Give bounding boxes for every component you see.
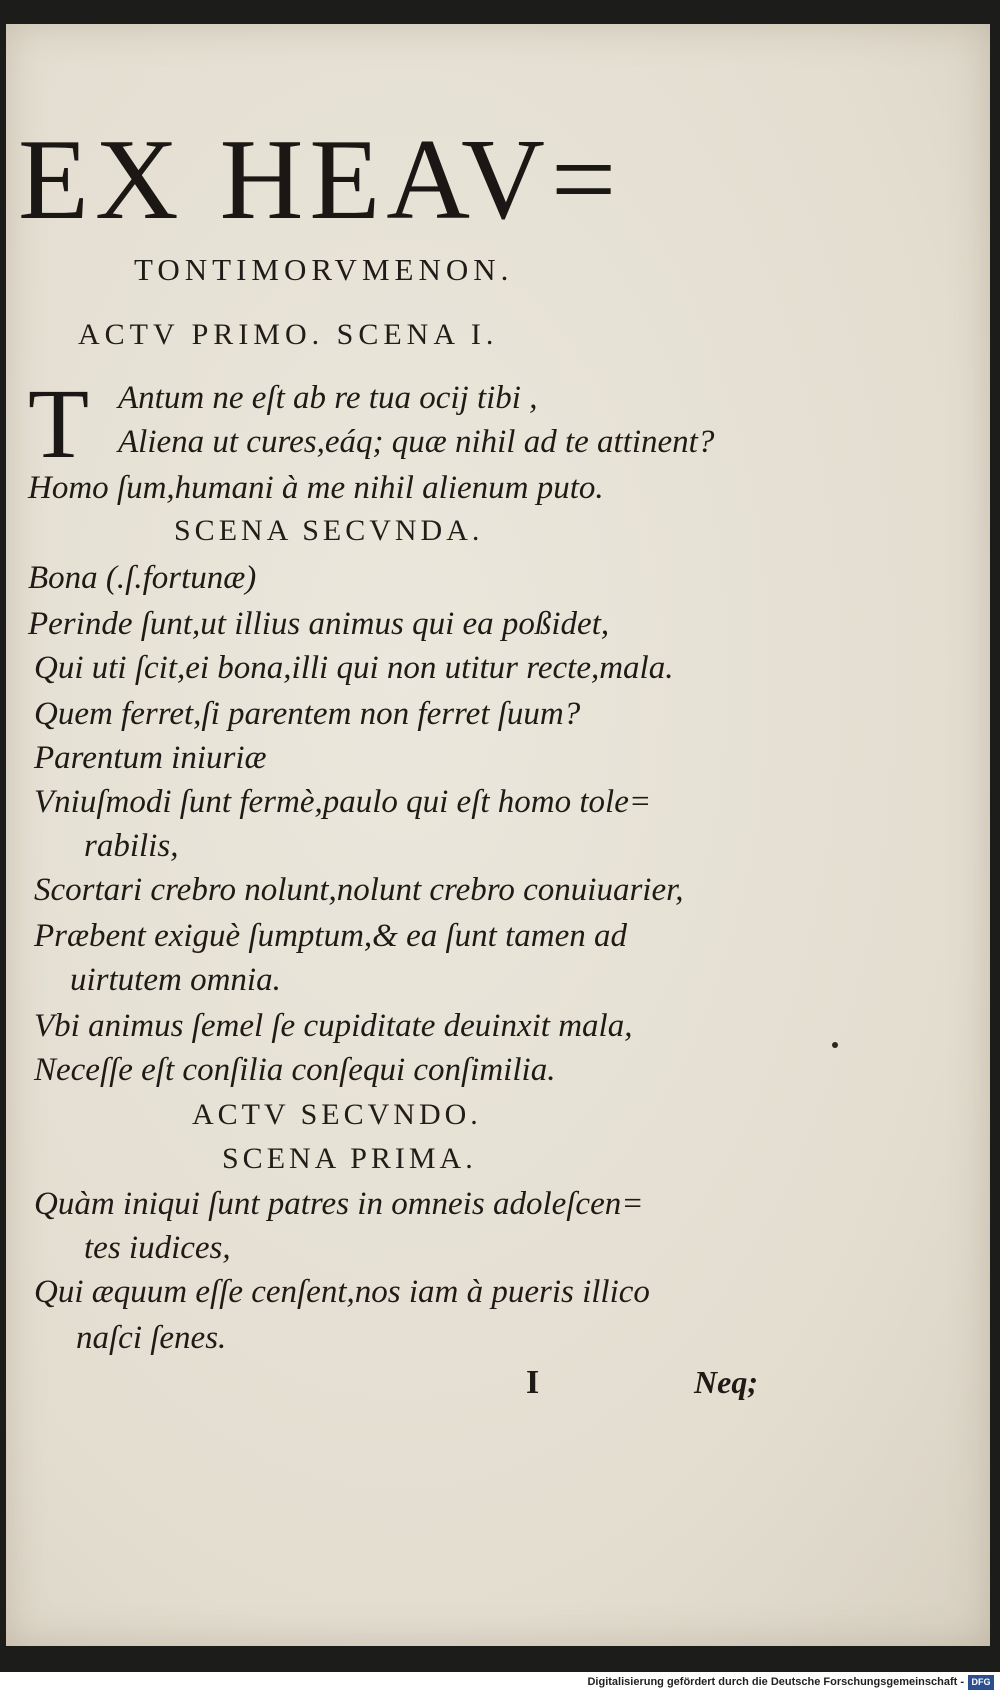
verse-line: Qui æquum eſſe cenſent,nos iam à pueris illico (34, 1274, 650, 1310)
verse-line: Perinde ſunt,ut illius animus qui ea poßidet, (28, 606, 610, 642)
credit-text: Digitalisierung gefördert durch die Deutsche Forschungsgemeinschaft - (587, 1676, 964, 1688)
act2-heading: ACTV SECVNDO. (192, 1098, 482, 1131)
verse-line: Qui uti ſcit,ei bona,illi qui non utitur recte,mala. (34, 650, 674, 686)
credit-bar (0, 1672, 1000, 1695)
act1-heading: ACTV PRIMO. SCENA I. (78, 318, 499, 351)
verse-line: Bona (.ſ.fortunæ) (28, 560, 257, 596)
verse-line: tes iudices, (84, 1230, 231, 1266)
ink-speck (832, 1042, 838, 1048)
drop-cap: T (28, 368, 90, 479)
page-title: EX HEAV= (18, 116, 623, 244)
verse-line: Vbi animus ſemel ſe cupiditate deuinxit mala, (34, 1008, 633, 1044)
verse-line: Parentum iniuriæ (34, 740, 267, 776)
page-subtitle: TONTIMORVMENON. (134, 252, 514, 287)
verse-line: Neceſſe eſt conſilia conſequi conſimilia. (34, 1052, 556, 1088)
verse-line: naſci ſenes. (76, 1320, 227, 1356)
verse-line: Quem ferret,ſi parentem non ferret ſuum? (34, 696, 581, 732)
scene2-heading: SCENA SECVNDA. (174, 514, 484, 547)
dfg-logo-icon: DFG (968, 1675, 994, 1690)
signature-mark: I (526, 1364, 540, 1401)
verse-line: Homo ſum,humani à me nihil alienum puto. (28, 470, 604, 506)
verse-line: rabilis, (84, 828, 179, 864)
verse-line: Vniuſmodi ſunt fermè,paulo qui eſt homo tole= (34, 784, 652, 820)
verse-line: Quàm iniqui ſunt patres in omneis adoleſcen= (34, 1186, 644, 1222)
act2-subheading: SCENA PRIMA. (222, 1142, 477, 1175)
verse-line: Præbent exiguè ſumptum,& ea ſunt tamen ad (34, 918, 627, 954)
verse-line: Antum ne eſt ab re tua ocij tibi , (118, 380, 538, 416)
book-page (6, 24, 990, 1646)
verse-line: Scortari crebro nolunt,nolunt crebro conuiuarier, (34, 872, 684, 908)
catchword: Neq; (694, 1364, 758, 1400)
verse-line: uirtutem omnia. (70, 962, 281, 998)
verse-line: Aliena ut cures,eáq; quæ nihil ad te attinent? (118, 424, 715, 460)
